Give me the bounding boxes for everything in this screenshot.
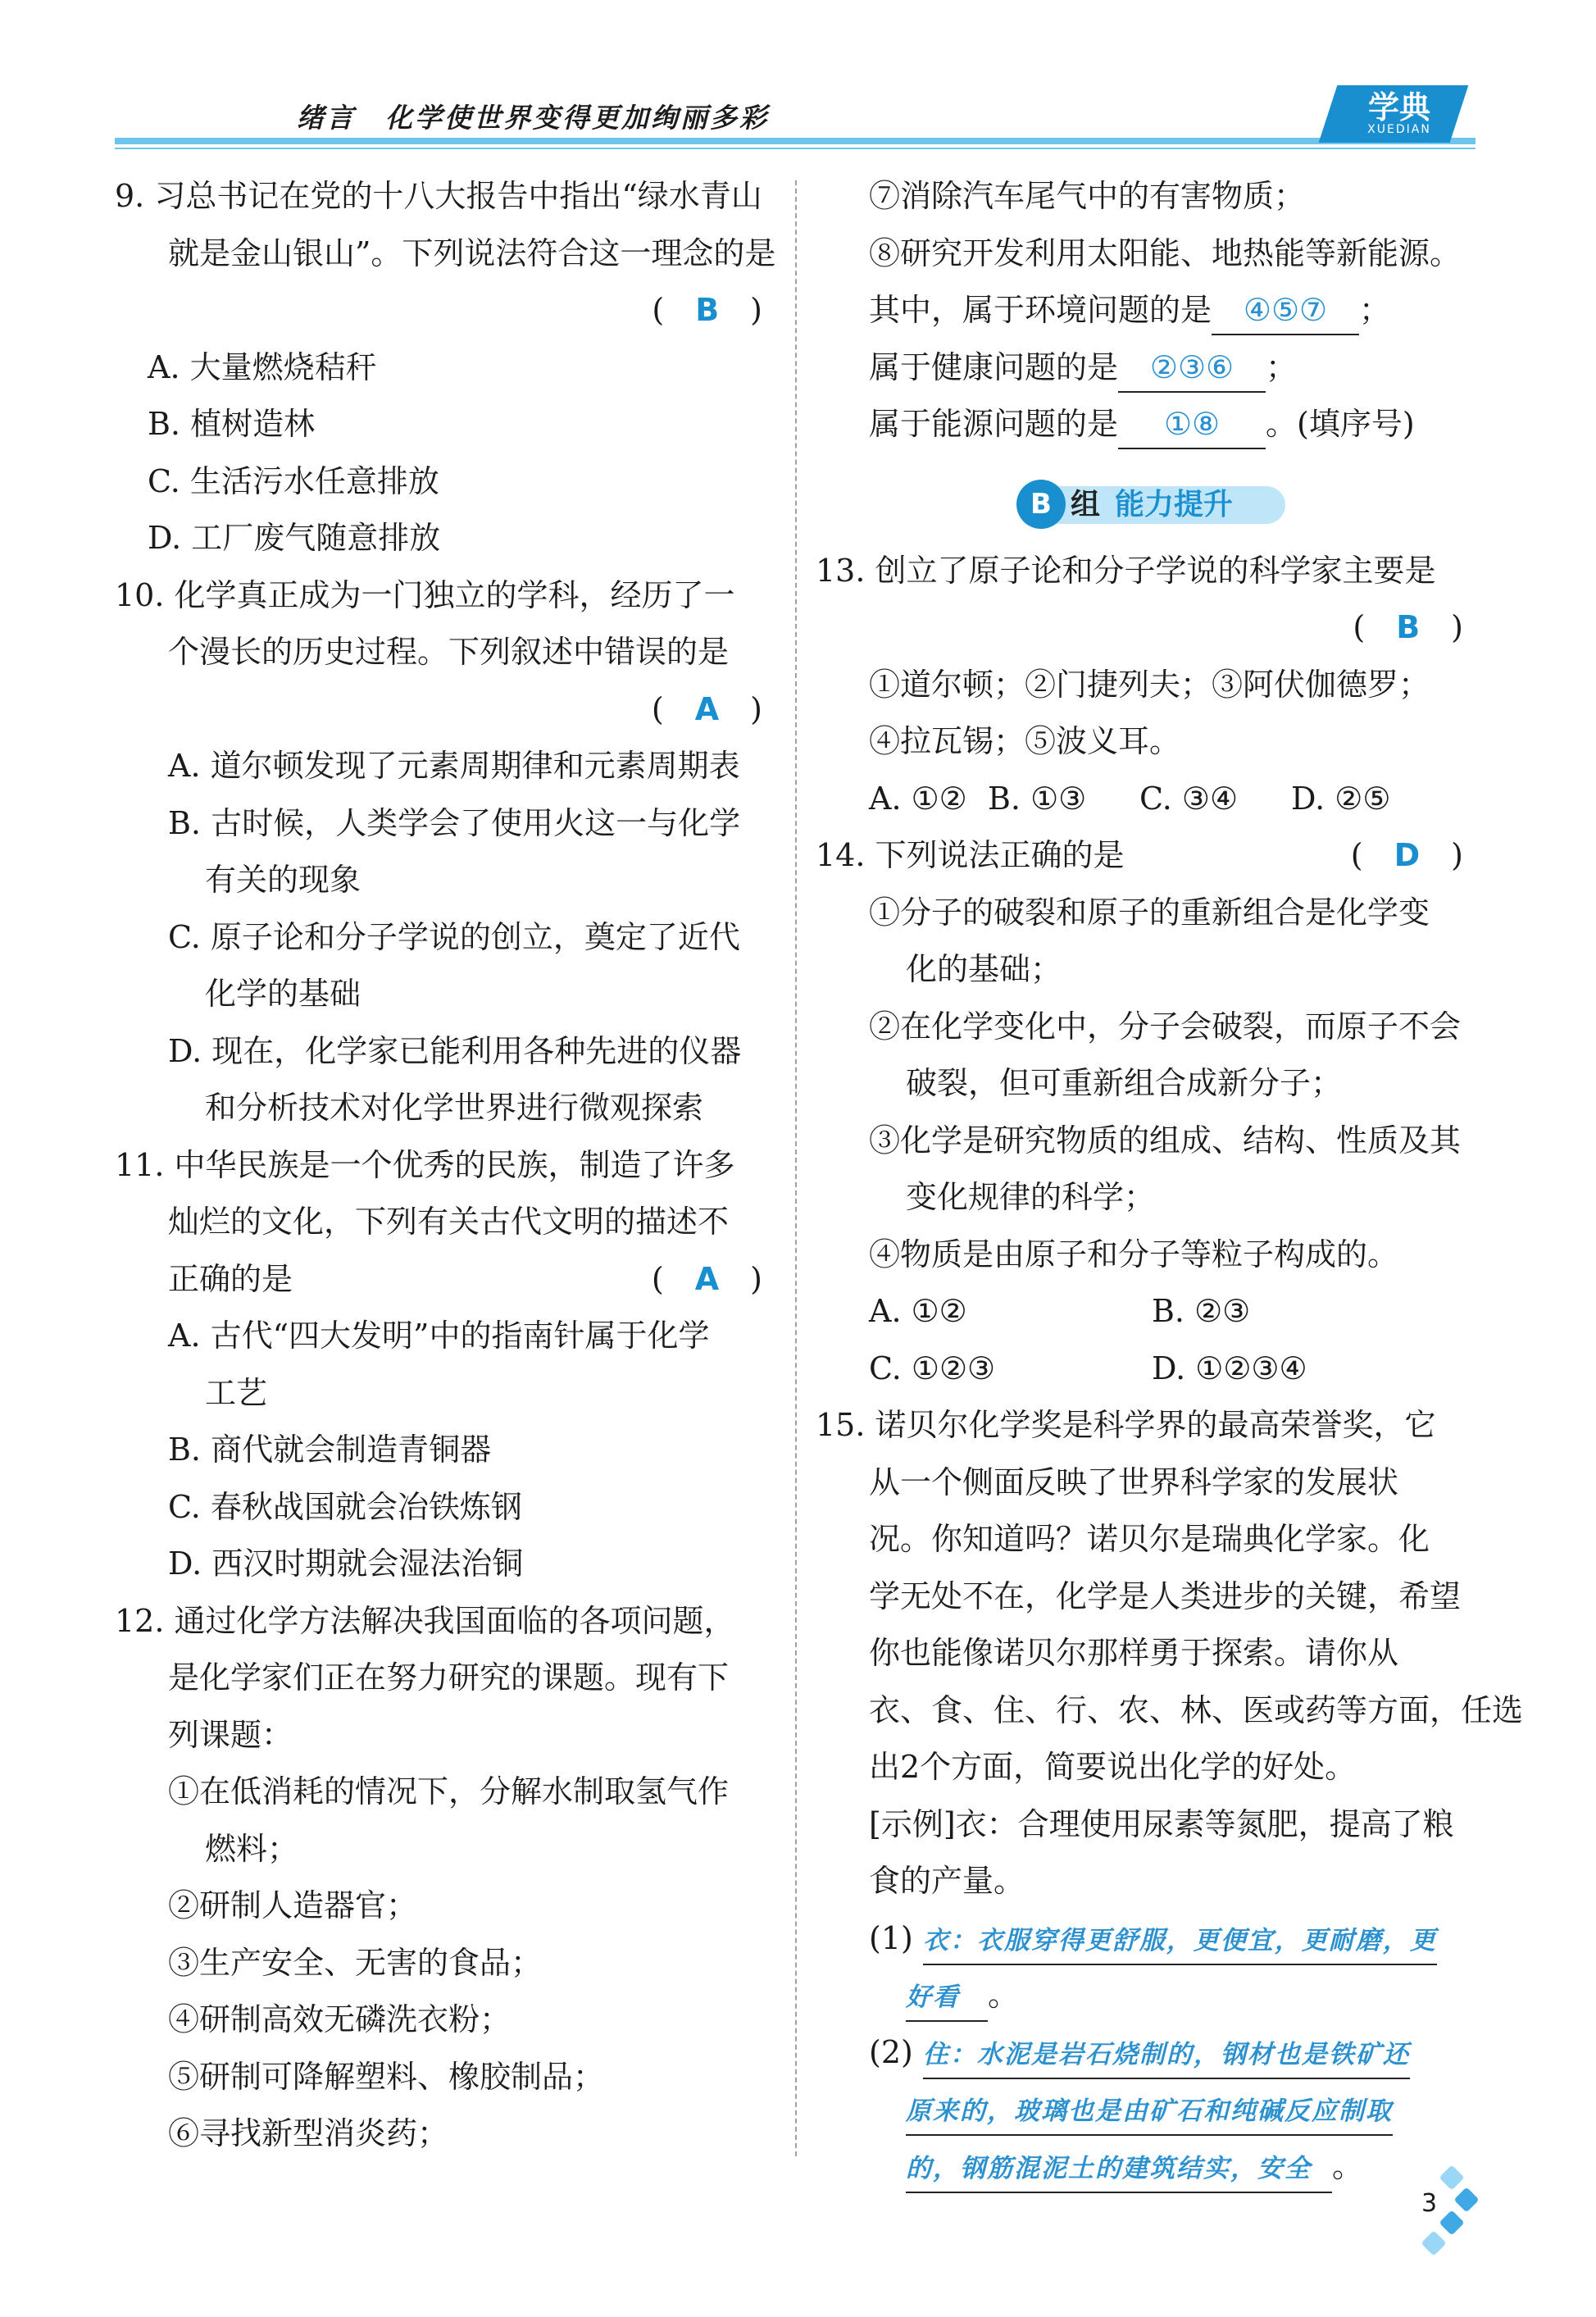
q11-stem: 11. 中华民族是一个优秀的民族，制造了许多 bbox=[115, 1146, 735, 1183]
q15-answer-1 bbox=[816, 1910, 1471, 1968]
q12-stem-end: 列课题： bbox=[168, 1716, 293, 1753]
q10-stem: 10. 化学真正成为一门独立的学科，经历了一 bbox=[115, 576, 735, 613]
q12-item-4: ④研制高效无磷洗衣粉； bbox=[168, 2001, 512, 2037]
q10-answer: A bbox=[694, 690, 720, 727]
q10-option-d: D. 现在，化学家已能利用各种先进的仪器 bbox=[168, 1032, 742, 1069]
q14-statement-3: ③化学是研究物质的组成、结构、性质及其 bbox=[869, 1122, 1462, 1158]
q13-option-c: C. ③④ bbox=[1139, 780, 1239, 817]
q12-energy-end: 。(填序号) bbox=[1266, 406, 1415, 442]
q11-answer: A bbox=[694, 1260, 720, 1297]
q13-stem: 13. 创立了原子论和分子学说的科学家主要是 bbox=[816, 552, 1436, 589]
question-12 bbox=[115, 1593, 771, 2163]
q10-answer-box: ( A ) bbox=[651, 690, 762, 727]
q14-statement-2-cont: 破裂，但可重新组合成新分子； bbox=[906, 1065, 1343, 1101]
q15-stem-6: 衣、食、住、行、农、林、医或药等方面，任选 bbox=[869, 1691, 1524, 1728]
q15-stem-4: 学无处不在，化学是人类进步的关键，希望 bbox=[869, 1577, 1462, 1614]
header-rule bbox=[115, 138, 1476, 144]
left-column bbox=[115, 168, 776, 2163]
q15-answer-1-end: 。 bbox=[988, 1977, 1020, 2013]
header-rule-thin bbox=[115, 148, 1476, 149]
q11-option-c: C. 春秋战国就会冶铁炼钢 bbox=[168, 1488, 522, 1525]
q12-env-label: 其中，属于环境问题的是 bbox=[869, 292, 1212, 328]
page-number: 3 bbox=[1421, 2189, 1438, 2218]
q12-stem-cont: 是化学家们正在努力研究的课题。现有下 bbox=[168, 1659, 730, 1696]
q15-answer-1-label: (1) bbox=[869, 1919, 913, 1956]
q14-option-d: D. ①②③④ bbox=[1152, 1350, 1307, 1386]
q11-option-a: A. 古代“四大发明”中的指南针属于化学 bbox=[168, 1318, 710, 1354]
q15-answer-2 bbox=[816, 2024, 1471, 2082]
section-badge-letter: B bbox=[1016, 480, 1066, 529]
q15-answer-2-text-end: 的，钢筋混泥土的建筑结实，安全 bbox=[906, 2146, 1332, 2193]
q10-option-b-cont: 有关的现象 bbox=[205, 862, 361, 898]
q15-answer-2-cont-2 bbox=[816, 2138, 1471, 2196]
q11-stem-cont: 灿烂的文化，下列有关古代文明的描述不 bbox=[168, 1204, 730, 1240]
q14-statement-4: ④物质是由原子和分子等粒子构成的。 bbox=[869, 1236, 1399, 1272]
q9-option-a: A. 大量燃烧秸秆 bbox=[148, 348, 377, 385]
q15-answer-2-text: 住：水泥是岩石烧制的，钢材也是铁矿还 bbox=[923, 2032, 1410, 2079]
q13-option-b: B. ①③ bbox=[988, 780, 1087, 817]
q13-option-a: A. ①② bbox=[869, 780, 967, 817]
q14-statement-3-cont: 变化规律的科学； bbox=[906, 1179, 1156, 1215]
q14-answer: D bbox=[1394, 837, 1421, 873]
question-10 bbox=[115, 567, 771, 1137]
q10-option-a: A. 道尔顿发现了元素周期律和元素周期表 bbox=[168, 748, 740, 784]
q11-option-b: B. 商代就会制造青铜器 bbox=[168, 1432, 492, 1468]
q11-stem-last bbox=[115, 1251, 771, 1309]
q12-item-1-cont: 燃料； bbox=[205, 1830, 299, 1867]
hexagon-decoration bbox=[1421, 2230, 1446, 2256]
q12-item-7: ⑦消除汽车尾气中的有害物质； bbox=[869, 178, 1306, 214]
q12-energy-line bbox=[816, 396, 1471, 453]
q11-option-d: D. 西汉时期就会湿法治铜 bbox=[168, 1545, 524, 1582]
q15-answer-2-text-cont: 原来的，玻璃也是由矿石和纯碱反应制取 bbox=[906, 2088, 1393, 2136]
q12-energy-answer: ①⑧ bbox=[1118, 400, 1266, 449]
brand-logo: 学典 bbox=[1367, 89, 1430, 125]
q9-answer-box: ( B ) bbox=[652, 292, 762, 328]
section-badge-group: 组 bbox=[1071, 487, 1101, 521]
q12-health-label: 属于健康问题的是 bbox=[869, 348, 1119, 385]
q14-statement-2: ②在化学变化中，分子会破裂，而原子不会 bbox=[869, 1008, 1462, 1045]
q12-health-answer: ②③⑥ bbox=[1118, 344, 1266, 393]
q13-option-d: D. ②⑤ bbox=[1291, 780, 1391, 817]
hexagon-decoration bbox=[1439, 2210, 1464, 2235]
q13-answer-box: ( B ) bbox=[1353, 609, 1463, 645]
question-13 bbox=[816, 543, 1471, 828]
question-9 bbox=[115, 168, 776, 567]
q9-option-c: C. 生活污水任意排放 bbox=[148, 462, 439, 499]
section-badge-text bbox=[1071, 481, 1233, 523]
q15-stem-7: 出2个方面，简要说出化学的好处。 bbox=[869, 1749, 1357, 1785]
q12-stem: 12. 通过化学方法解决我国面临的各项问题， bbox=[115, 1602, 735, 1639]
q10-option-c: C. 原子论和分子学说的创立，奠定了近代 bbox=[168, 918, 740, 955]
q14-option-a: A. ①② bbox=[869, 1293, 967, 1329]
q15-stem-3: 况。你知道吗？诺贝尔是瑞典化学家。化 bbox=[869, 1521, 1430, 1557]
q15-stem-5: 你也能像诺贝尔那样勇于探索。请你从 bbox=[869, 1635, 1399, 1671]
q12-item-2: ②研制人造器官； bbox=[168, 1887, 418, 1923]
q15-answer-2-label: (2) bbox=[869, 2033, 913, 2070]
q10-option-d-cont: 和分析技术对化学世界进行微观探索 bbox=[205, 1090, 704, 1126]
q12-health-line bbox=[816, 339, 1471, 397]
q9-option-d: D. 工厂废气随意排放 bbox=[148, 520, 441, 556]
question-15 bbox=[816, 1397, 1524, 2195]
right-column bbox=[816, 168, 1524, 2195]
q15-answer-2-cont bbox=[816, 2081, 1471, 2138]
q10-stem-cont: 个漫长的历史过程。下列叙述中错误的是 bbox=[168, 634, 730, 670]
q12-env-end: ； bbox=[1359, 292, 1391, 328]
q10-option-b: B. 古时候，人类学会了使用火这一与化学 bbox=[168, 804, 741, 841]
q12-env-line bbox=[816, 282, 1471, 339]
q12-health-end: ； bbox=[1266, 348, 1298, 385]
q14-answer-box: ( D ) bbox=[1350, 837, 1463, 873]
q15-answer-1-text: 衣：衣服穿得更舒服，更便宜，更耐磨，更 bbox=[923, 1918, 1437, 1965]
q15-stem-2: 从一个侧面反映了世界科学家的发展状 bbox=[869, 1463, 1399, 1500]
q12-item-8: ⑧研究开发利用太阳能、地热能等新能源。 bbox=[869, 234, 1462, 271]
q15-answer-1-text-cont: 好看 bbox=[906, 1974, 988, 2022]
section-badge-title: 能力提升 bbox=[1115, 487, 1234, 521]
q11-option-a-cont: 工艺 bbox=[205, 1374, 268, 1411]
question-12-continued bbox=[816, 168, 1471, 453]
q14-option-c: C. ①②③ bbox=[869, 1350, 996, 1386]
q13-list: ①道尔顿；②门捷列夫；③阿伏伽德罗； bbox=[869, 666, 1430, 703]
q15-example: [示例]衣：合理使用尿素等氮肥，提高了粮 bbox=[869, 1805, 1454, 1842]
q9-stem-cont: 就是金山银山”。下列说法符合这一理念的是 bbox=[168, 234, 776, 271]
q12-item-5: ⑤研制可降解塑料、橡胶制品； bbox=[168, 2058, 605, 2095]
q14-option-b: B. ②③ bbox=[1152, 1293, 1251, 1329]
q14-stem: 14. 下列说法正确的是 bbox=[816, 837, 1125, 873]
q12-env-answer: ④⑤⑦ bbox=[1212, 286, 1359, 335]
page-header bbox=[0, 0, 1596, 156]
q9-option-b: B. 植树造林 bbox=[148, 406, 316, 442]
q11-stem-end: 正确的是 bbox=[168, 1260, 293, 1297]
q9-answer: B bbox=[695, 292, 720, 328]
q13-list-cont: ④拉瓦锡；⑤波义耳。 bbox=[869, 723, 1181, 759]
question-11 bbox=[115, 1137, 771, 1593]
column-divider bbox=[795, 180, 797, 2156]
q14-statement-1-cont: 化的基础； bbox=[906, 951, 1062, 987]
q15-stem: 15. 诺贝尔化学奖是科学界的最高荣誉奖，它 bbox=[816, 1407, 1436, 1443]
q12-item-3: ③生产安全、无害的食品； bbox=[168, 1944, 543, 1981]
q9-stem: 9. 习总书记在党的十八大报告中指出“绿水青山 bbox=[115, 178, 762, 214]
q12-energy-label: 属于能源问题的是 bbox=[869, 406, 1119, 442]
chapter-title: 绪言 化学使世界变得更加绚丽多彩 bbox=[297, 102, 769, 134]
q14-options-row-2 bbox=[816, 1341, 1471, 1398]
q12-item-6: ⑥寻找新型消炎药； bbox=[168, 2115, 449, 2151]
q11-answer-box: ( A ) bbox=[651, 1260, 762, 1297]
q14-stem-line bbox=[816, 827, 1471, 885]
q13-answer: B bbox=[1396, 609, 1421, 645]
question-14 bbox=[816, 827, 1471, 1397]
brand-logo-sub: XUEDIAN bbox=[1367, 123, 1431, 136]
q12-item-1: ①在低消耗的情况下，分解水制取氢气作 bbox=[168, 1773, 730, 1809]
q15-answer-2-end: 。 bbox=[1332, 2147, 1364, 2184]
q13-options bbox=[816, 771, 1471, 828]
q14-statement-1: ①分子的破裂和原子的重新组合是化学变 bbox=[869, 894, 1430, 931]
q15-answer-1-cont bbox=[816, 1967, 1471, 2024]
q10-option-c-cont: 化学的基础 bbox=[205, 976, 361, 1012]
q14-options-row-1 bbox=[816, 1283, 1471, 1341]
q15-example-cont: 食的产量。 bbox=[869, 1863, 1025, 1899]
